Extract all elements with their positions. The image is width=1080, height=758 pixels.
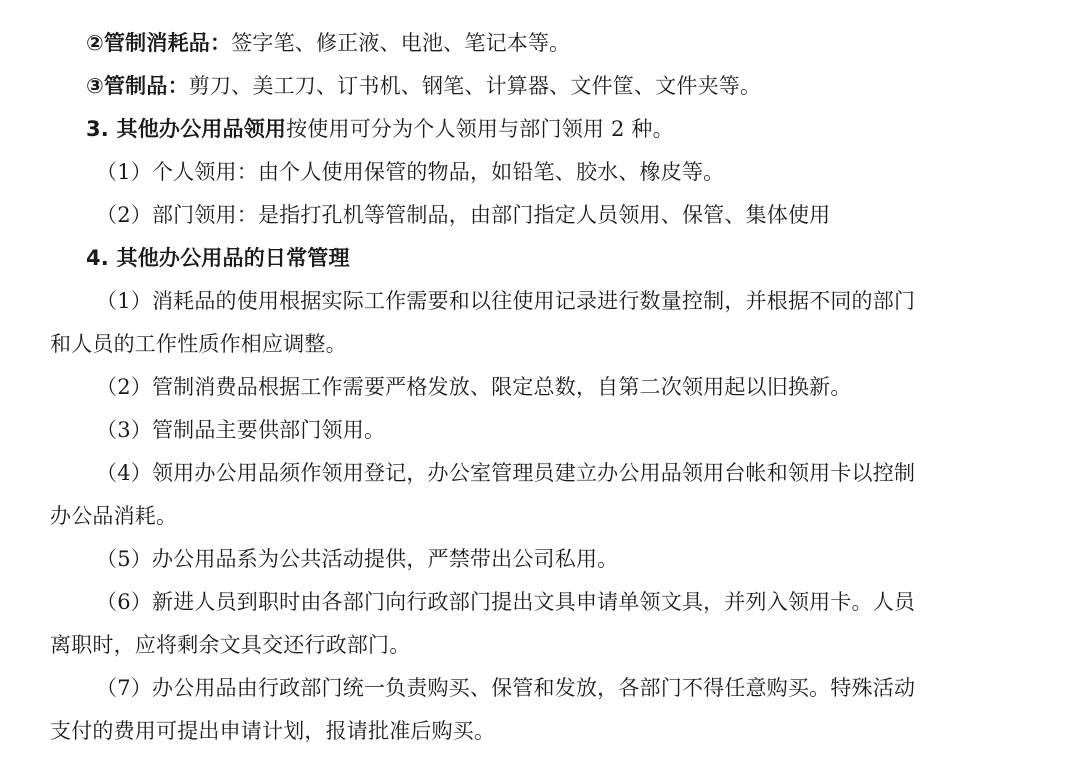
item-label: ③管制品： (86, 74, 189, 98)
paragraph-line: （7）办公用品由行政部门统一负责购买、保管和发放，各部门不得任意购买。特殊活动 (96, 676, 916, 700)
item-text: 签字笔、修正液、电池、笔记本等。 (231, 31, 571, 55)
paragraph-line: 离职时，应将剩余文具交还行政部门。 (50, 633, 411, 657)
paragraph-line: （4）领用办公用品须作领用登记，办公室管理员建立办公用品领用台帐和领用卡以控制 (96, 461, 916, 485)
paragraph-line: 办公品消耗。 (50, 504, 178, 528)
paragraph-line: 和人员的工作性质作相应调整。 (50, 332, 347, 356)
paragraph-line: （1）消耗品的使用根据实际工作需要和以往使用记录进行数量控制，并根据不同的部门 (96, 289, 916, 313)
item-text: 剪刀、美工刀、订书机、钢笔、计算器、文件筐、文件夹等。 (188, 74, 762, 98)
paragraph-line: （3）管制品主要供部门领用。 (96, 418, 386, 442)
paragraph-line: （5）办公用品系为公共活动提供，严禁带出公司私用。 (96, 547, 619, 571)
item-label: ②管制消耗品： (86, 31, 232, 55)
paragraph-line: （2）管制消费品根据工作需要严格发放、限定总数，自第二次领用起以旧换新。 (96, 375, 852, 399)
section-heading: 4. 其他办公用品的日常管理 (86, 246, 350, 270)
section-4-heading-line (50, 237, 1044, 280)
item-controlled-consumables (50, 22, 1044, 65)
paragraph-line: 支付的费用可提出申请计划，报请批准后购买。 (50, 719, 496, 743)
section-3-heading-line (50, 108, 1044, 151)
paragraph-line: （1）个人领用：由个人使用保管的物品，如铅笔、胶水、橡皮等。 (96, 160, 725, 184)
section-heading: 3. 其他办公用品领用 (86, 117, 287, 141)
item-controlled-goods (50, 65, 1044, 108)
paragraph-line: （2）部门领用：是指打孔机等管制品，由部门指定人员领用、保管、集体使用 (96, 203, 831, 227)
section-text: 按使用可分为个人领用与部门领用 2 种。 (286, 117, 674, 141)
paragraph-line: （6）新进人员到职时由各部门向行政部门提出文具申请单领文具，并列入领用卡。人员 (96, 590, 916, 614)
